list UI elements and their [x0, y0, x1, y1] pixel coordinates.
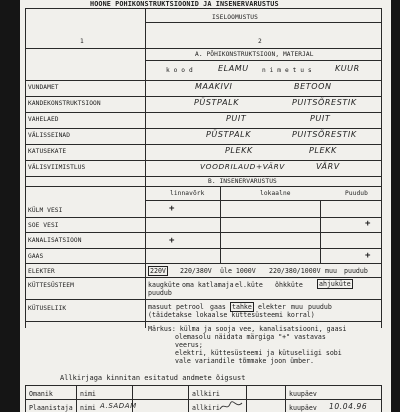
row-label-gas: GAAS	[28, 253, 44, 260]
frame-right	[381, 8, 382, 328]
rule	[25, 186, 382, 187]
rule	[25, 232, 382, 233]
row-label-fuel-type: KÜTUSELIIK	[28, 305, 67, 312]
note-line-1: Märkus: külma ja sooja vee, kanalisatsiooni, gaasi	[148, 325, 347, 333]
value-outer-walls-house: PÜSTPALK	[206, 130, 252, 139]
fuel-electricity: elekter	[258, 303, 286, 311]
frame-top	[25, 8, 382, 9]
name-label: n i m e t u s	[262, 67, 312, 74]
row-label-cold-water: KÜLM VESI	[28, 207, 63, 214]
handwritten-elamu: ELAMU	[218, 64, 249, 73]
fuel-kerosene: petrool	[176, 303, 204, 311]
value-roofing-shed: PLEKK	[309, 146, 337, 155]
option-stove-heating: ahjuküte	[319, 280, 351, 288]
value-roofing-house: PLEKK	[225, 146, 253, 155]
surveyor-label: Plaanistaja	[29, 404, 73, 412]
rule	[25, 263, 382, 264]
option-electric-heating: el.küte	[235, 281, 263, 289]
label-column-divider	[145, 8, 146, 328]
col-local: lokaalne	[260, 190, 291, 197]
frame-left	[25, 8, 26, 328]
owner-name-label: nimi	[80, 390, 96, 398]
value-exterior-finish-house: VOODRILAUD+VÄRV	[200, 162, 285, 171]
mark-hot-water-none: +	[365, 219, 371, 229]
value-load-structure-shed: PUITSÕRESTIK	[292, 98, 357, 107]
code-label: k o o d	[166, 67, 193, 74]
rule	[25, 160, 382, 161]
row-label-sewerage: KANALISATSIOON	[28, 237, 82, 244]
rule	[145, 60, 381, 61]
surveyor-date-label: kuupäev	[289, 404, 317, 412]
fuel-note: (täidetakse lokaalse küttesüsteemi korral)	[148, 311, 315, 319]
fuel-fuel-oil: masuut	[148, 303, 172, 311]
rule	[25, 385, 382, 386]
surveyor-name-label: nimi	[80, 404, 96, 412]
option-no-heating: puudub	[148, 289, 172, 297]
surveyor-name-handwritten: A.SADAM	[100, 402, 137, 410]
option-own-boiler: oma katlamaja	[182, 281, 234, 289]
row-label-floors: VAHELAED	[28, 116, 59, 123]
rule	[25, 248, 382, 249]
section-b-title: B. INSENERVARUSTUS	[208, 178, 277, 185]
mark-gas-none: +	[365, 251, 371, 261]
note-line-5: vale variandile tõmmake joon ümber.	[175, 357, 314, 365]
col-none: Puudub	[345, 190, 368, 197]
value-foundation-house: MAAKIVI	[195, 82, 233, 91]
rule	[25, 96, 382, 97]
column-number-1: 1	[80, 38, 84, 45]
rule	[25, 299, 382, 300]
rule	[25, 277, 382, 278]
form-title: HOONE PÕHIKONSTRUKTSIOONID JA INSENERVARUSTUS	[90, 0, 279, 8]
rule	[25, 399, 382, 400]
option-none: puudub	[344, 267, 368, 275]
rule	[25, 128, 382, 129]
rule	[145, 200, 381, 201]
option-over-1000v: üle 1000V	[220, 267, 256, 275]
rule	[145, 22, 381, 23]
value-outer-walls-shed: PUITSÕRESTIK	[292, 130, 357, 139]
rule	[25, 321, 382, 322]
col-city-network: linnavõrk	[170, 190, 205, 197]
rule	[25, 217, 382, 218]
value-floors-house: PUIT	[226, 114, 247, 123]
note-line-3: veerus;	[175, 341, 203, 349]
surveyor-date-handwritten: 10.04.96	[329, 402, 368, 411]
section-a-title: A. PÕHIKONSTRUKTSIOON, MATERJAL	[195, 51, 314, 58]
fuel-gas: gaas	[210, 303, 226, 311]
row-label-foundation: VUNDAMET	[28, 84, 59, 91]
owner-date-label: kuupäev	[289, 390, 317, 398]
description-label: ISELOOMUSTUS	[212, 14, 258, 21]
col-divider	[220, 186, 221, 264]
row-label-hot-water: SOE VESI	[28, 222, 59, 229]
mark-cold-water-local: +	[169, 204, 175, 214]
rule	[25, 80, 382, 81]
row-label-electricity: ELEKTER	[28, 268, 55, 275]
value-floors-shed: PUIT	[310, 114, 331, 123]
option-other: muu	[325, 267, 337, 275]
rule	[25, 112, 382, 113]
fuel-none: puudub	[308, 303, 332, 311]
signature-heading: Allkirjaga kinnitan esitatud andmete õigsust	[60, 374, 246, 382]
fuel-other: muu	[291, 303, 303, 311]
value-foundation-shed: BETOON	[294, 82, 332, 91]
note-line-4: elektri, küttesüsteemi ja kütuseliigi sobi	[175, 349, 342, 357]
column-number-2: 2	[258, 38, 262, 45]
rule	[25, 144, 382, 145]
mark-sewerage-local: +	[169, 236, 175, 246]
option-district-heating: kaugküte	[148, 281, 180, 289]
rule	[25, 176, 382, 177]
row-label-exterior-finish: VÄLISVIIMISTLUS	[28, 164, 86, 171]
row-label-roofing: KATUSEKATE	[28, 148, 67, 155]
option-220-380-1000v: 220/380/1000V	[269, 267, 321, 275]
option-220-380v: 220/380V	[180, 267, 212, 275]
owner-signature-label: allkiri	[192, 390, 220, 398]
row-label-outer-walls: VÄLISSEINAD	[28, 132, 71, 139]
row-label-load-structure: KANDEKONSTRUKTSIOON	[28, 100, 101, 107]
inventory-form-page	[20, 0, 391, 412]
note-line-2: olemasolu näidata märgiga "+" vastavas	[175, 333, 326, 341]
owner-label: Omanik	[29, 390, 53, 398]
rule	[25, 48, 382, 49]
handwritten-kuur: KUUR	[335, 64, 360, 73]
fuel-solid: tahke	[232, 303, 252, 311]
row-label-heating-system: KÜTTESÜSTEEM	[28, 282, 74, 289]
option-220v: 220V	[150, 267, 166, 275]
surveyor-signature-label: allkiri	[192, 404, 220, 412]
option-air-heating: õhkküte	[275, 281, 303, 289]
value-exterior-finish-shed: VÄRV	[316, 162, 340, 171]
signature-scribble	[218, 400, 244, 412]
value-load-structure-house: PÜSTPALK	[194, 98, 240, 107]
